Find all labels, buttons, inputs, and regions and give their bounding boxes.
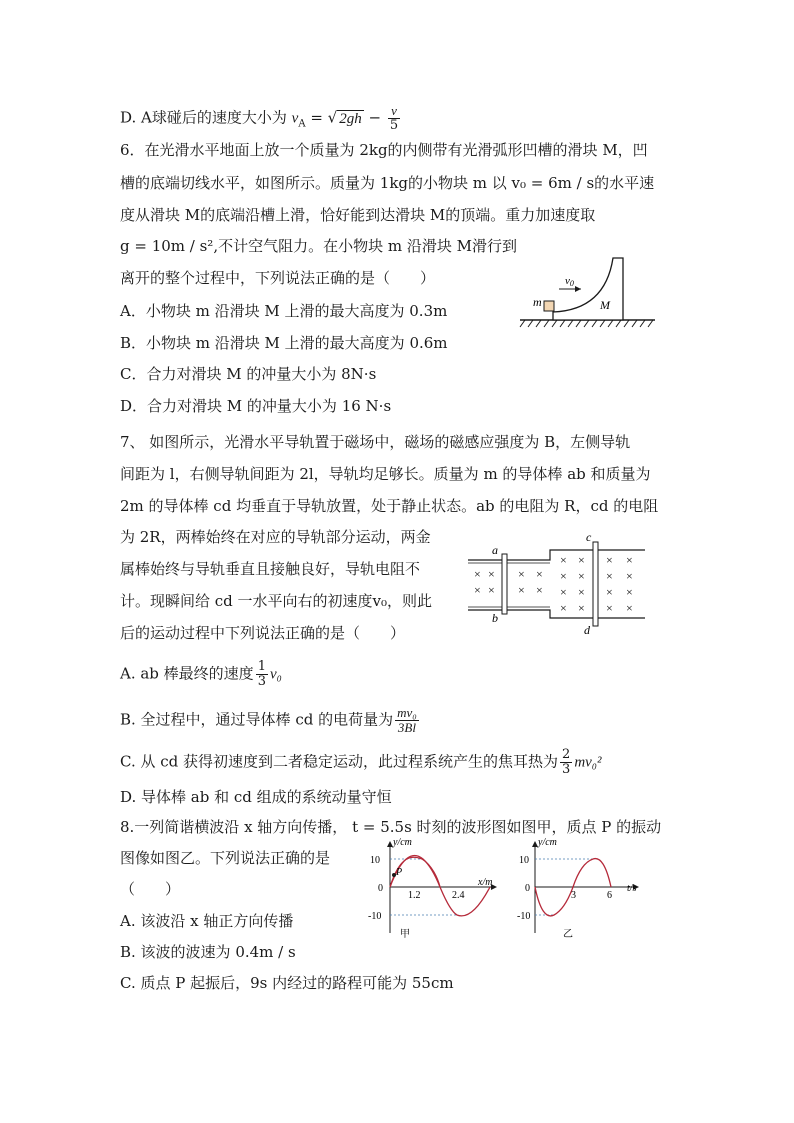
q7-field-crosses [474, 553, 633, 615]
q6-stem-line2: 槽的底端切线水平，如图所示。质量为 1kg的小物块 m 以 v₀ = 6m / s的水平速 [120, 174, 655, 192]
q8-yi-ylabel: y/cm [538, 837, 557, 848]
q8-jia-label-P: P [396, 867, 403, 878]
q7-stem-line3: 2m 的导体棒 cd 均垂直于导轨放置，处于静止状态。ab 的电阻为 R，cd 的电阻 [120, 497, 659, 515]
q6-label-M: M [600, 298, 610, 312]
q7-b-fraction: $\frac{\text{mv₀}}{3Bl}$ [397, 705, 417, 735]
svg-text:×: × [536, 567, 543, 581]
svg-text:×: × [518, 583, 525, 597]
q8-jia-wave [390, 856, 493, 916]
q7-stem-line6: 计。现瞬间给 cd 一水平向右的初速度v₀，则此 [120, 592, 433, 610]
q6-stem-line1: 6．在光滑水平地面上放一个质量为 2kg的内侧带有光滑弧形凹槽的滑块 M，凹 [120, 141, 648, 159]
q5-option-d: D. A球碰后的速度大小为 $v_A$ = √ 2gh − $\frac{v}{5}$ [120, 103, 399, 133]
q8-jia-ytick-zero: 0 [378, 883, 383, 894]
q7-a-fraction: $\frac{1}{3}$ [257, 659, 266, 689]
svg-text:×: × [488, 583, 495, 597]
q8-jia-ylabel: y/cm [393, 837, 412, 848]
svg-text:×: × [518, 567, 525, 581]
q8-jia-ytick-bottom: -10 [368, 911, 382, 922]
q8-jia-xtick-2: 2.4 [452, 890, 465, 901]
q8-figure-wave-jia [360, 835, 505, 940]
svg-text:×: × [578, 553, 585, 567]
q8-jia-xtick-1: 1.2 [408, 890, 421, 901]
q6-figure-slider [515, 250, 660, 330]
q8-stem-line1: 8.一列简谐横波沿 x 轴方向传播， t = 5.5s 时刻的波形图如图甲，质点 P 的振动 [120, 818, 662, 836]
q7-bar-ab [502, 554, 507, 614]
q8-yi-xtick-2: 6 [607, 890, 612, 901]
svg-text:×: × [606, 569, 613, 583]
q8-yi-ytick-bottom: -10 [517, 911, 531, 922]
q7-option-b: B. 全过程中，通过导体棒 cd 的电荷量为 $\frac{\text{mv₀}}{3Bl}$ [120, 705, 417, 735]
q7-bar-cd [593, 542, 598, 626]
svg-text:×: × [578, 601, 585, 615]
svg-text:×: × [626, 569, 633, 583]
q6-label-m: m [533, 295, 542, 309]
q6-option-b: B．小物块 m 沿滑块 M 上滑的最大高度为 0.6m [120, 334, 448, 352]
q6-arrow-head [575, 286, 581, 292]
q7-stem-line4: 为 2R，两棒始终在对应的导轨部分运动，两金 [120, 528, 431, 546]
q8-jia-ytick-top: 10 [370, 855, 380, 866]
q7-stem-line7: 后的运动过程中下列说法正确的是（ ） [120, 624, 406, 642]
svg-text:×: × [606, 601, 613, 615]
svg-text:×: × [536, 583, 543, 597]
svg-text:×: × [560, 553, 567, 567]
q7-label-c: c [586, 530, 592, 544]
q7-option-c: C. 从 cd 获得初速度到二者稳定运动，此过程系统产生的焦耳热为 $\frac{2}{3}$ mv₀² [120, 747, 602, 777]
q6-option-d: D．合力对滑块 M 的冲量大小为 16 N·s [120, 397, 392, 415]
q6-ground-hatch [520, 320, 653, 327]
svg-text:×: × [560, 569, 567, 583]
svg-text:×: × [626, 553, 633, 567]
q7-label-a: a [492, 543, 498, 557]
q7-stem-line5: 属棒始终与导轨垂直且接触良好，导轨电阻不 [120, 560, 421, 578]
svg-text:×: × [626, 601, 633, 615]
q8-stem-line3: （ ） [120, 880, 181, 898]
q5-sqrt: 2gh [339, 110, 362, 127]
svg-text:×: × [606, 553, 613, 567]
q8-yi-xlabel: t/s [627, 883, 637, 894]
svg-text:×: × [474, 567, 481, 581]
q7-label-d: d [584, 623, 590, 637]
q6-stem-line3: 度从滑块 M的底端沿槽上滑，恰好能到达滑块 M的顶端。重力加速度取 [120, 206, 596, 224]
q7-c-fraction: $\frac{2}{3}$ [562, 747, 571, 777]
q6-small-block-m [544, 301, 554, 311]
svg-text:×: × [578, 585, 585, 599]
q8-yi-ytick-top: 10 [519, 855, 529, 866]
q8-yi-ytick-zero: 0 [525, 883, 530, 894]
q7-stem-line2: 间距为 l，右侧导轨间距为 2l，导轨均足够长。质量为 m 的导体棒 ab 和质量为 [120, 465, 651, 483]
q8-stem-line2: 图像如图乙。下列说法正确的是 [120, 849, 331, 867]
q8-jia-xlabel: x/m [478, 877, 493, 888]
q7-option-a: A. ab 棒最终的速度 $\frac{1}{3}$ v₀ [120, 659, 282, 689]
q7-option-d: D. 导体棒 ab 和 cd 组成的系统动量守恒 [120, 788, 392, 806]
q8-option-c: C. 质点 P 起振后，9s 内经过的路程可能为 55cm [120, 974, 454, 992]
q8-jia-caption: 甲 [400, 929, 410, 940]
q7-figure-rails [460, 530, 650, 640]
q6-option-a: A．小物块 m 沿滑块 M 上滑的最大高度为 0.3m [120, 302, 448, 320]
q8-option-b: B. 该波的波速为 0.4m / s [120, 943, 296, 961]
q5-var-v: v [291, 110, 299, 127]
svg-text:×: × [626, 585, 633, 599]
q8-figure-vibration-yi [505, 835, 645, 940]
q7-label-b: b [492, 611, 498, 625]
svg-text:×: × [560, 585, 567, 599]
q6-label-v0: v0 [565, 275, 574, 288]
svg-text:×: × [474, 583, 481, 597]
svg-text:×: × [578, 569, 585, 583]
q5-fraction: $\frac{v}{5}$ [389, 103, 399, 133]
q8-yi-xtick-1: 3 [571, 890, 576, 901]
q6-option-c: C．合力对滑块 M 的冲量大小为 8N·s [120, 365, 377, 383]
q8-option-a: A. 该波沿 x 轴正方向传播 [120, 912, 294, 930]
q6-stem-line4: g = 10m / s²,不计空气阻力。在小物块 m 沿滑块 M滑行到 [120, 237, 517, 255]
svg-text:×: × [606, 585, 613, 599]
svg-text:×: × [488, 567, 495, 581]
svg-text:×: × [560, 601, 567, 615]
q8-yi-caption: 乙 [563, 929, 573, 940]
q7-stem-line1: 7、 如图所示，光滑水平导轨置于磁场中，磁场的磁感应强度为 B，左侧导轨 [120, 433, 631, 451]
q6-stem-line5: 离开的整个过程中，下列说法正确的是（ ） [120, 269, 436, 287]
